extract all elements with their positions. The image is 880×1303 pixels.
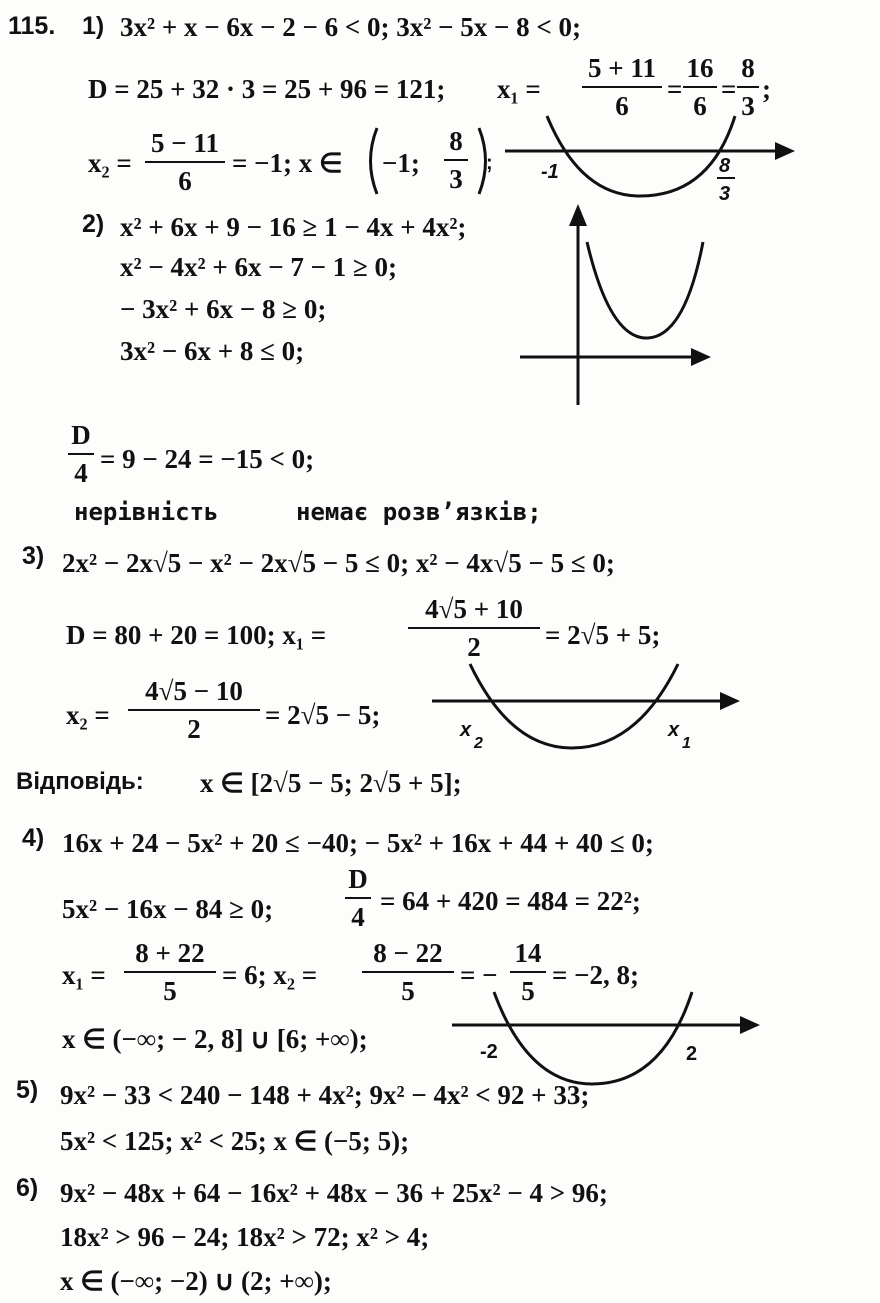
equals-sign: = xyxy=(721,74,737,104)
part-3-x2-label: x₂ = xyxy=(66,700,110,730)
part-2-parabola-graph xyxy=(515,200,725,410)
fraction-numerator: 14 xyxy=(514,938,542,968)
part-3-discriminant: D = 80 + 20 = 100; x₁ = xyxy=(66,620,327,650)
fraction-bar xyxy=(124,971,216,973)
fraction-numerator: 4√5 − 10 xyxy=(145,676,243,706)
part-5-line-1: 9x² − 33 < 240 − 148 + 4x²; 9x² − 4x² < 92 + 33; xyxy=(60,1080,590,1110)
part-3-answer-label: Відповідь: xyxy=(16,768,144,795)
fraction-numerator: D xyxy=(71,420,91,450)
part-4-d-over-4 xyxy=(345,866,371,931)
fraction-denominator: 2 xyxy=(187,714,201,744)
fraction-bar xyxy=(683,86,717,88)
fraction-denominator: 5 xyxy=(521,976,535,1006)
part-6-line-3: x ∈ (−∞; −2) ∪ (2; +∞); xyxy=(60,1266,332,1296)
svg-text:;: ; xyxy=(486,152,493,174)
part-3-answer: x ∈ [2√5 − 5; 2√5 + 5]; xyxy=(200,768,462,798)
fraction-bar xyxy=(444,159,468,161)
part-6-line-2: 18x² > 96 − 24; 18x² > 72; x² > 4; xyxy=(60,1222,430,1252)
fraction-numerator: 5 + 11 xyxy=(588,53,656,83)
graph-label-right-sub: 1 xyxy=(682,735,691,752)
fraction-numerator: 5 − 11 xyxy=(151,128,219,158)
part-2-conclusion-word-1: нерівність xyxy=(74,498,219,526)
graph-label-right-den: 3 xyxy=(719,183,731,205)
fraction-bar xyxy=(510,971,546,973)
fraction-denominator: 6 xyxy=(178,166,192,196)
part-4-x1-value: = 6; x₂ = xyxy=(222,960,318,990)
fraction-numerator: 16 xyxy=(686,53,714,83)
part-1-label: 1) xyxy=(82,12,105,40)
fraction-numerator: D xyxy=(348,864,368,894)
part-4-d-value: = 64 + 420 = 484 = 22²; xyxy=(380,886,641,916)
part-3-label: 3) xyxy=(22,542,45,570)
graph-label-left: -2 xyxy=(480,1041,498,1063)
semicolon: ; xyxy=(762,74,771,104)
part-4-x1-label: x₁ = xyxy=(62,960,106,990)
part-4-x2-value: = −2, 8; xyxy=(552,960,640,990)
part-3-x1-fraction xyxy=(408,596,540,661)
part-1-interval-fraction xyxy=(444,128,468,193)
part-4-x2-fraction xyxy=(362,940,454,1005)
part-1-x2-value: = −1; x ∈ xyxy=(232,148,343,178)
part-4-x2-mid: = − xyxy=(460,960,498,990)
fraction-numerator: 8 xyxy=(449,126,463,156)
part-2-line-4: 3x² − 6x + 8 ≤ 0; xyxy=(120,336,305,366)
fraction-bar xyxy=(362,971,454,973)
fraction-bar xyxy=(582,86,662,88)
graph-label-right: 2 xyxy=(686,1043,698,1065)
part-2-label: 2) xyxy=(82,210,105,238)
part-2-d-over-4 xyxy=(68,422,94,487)
open-paren-left xyxy=(362,125,382,197)
fraction-denominator: 6 xyxy=(693,91,707,121)
fraction-bar xyxy=(145,161,225,163)
part-1-x2-label: x₂ = xyxy=(88,148,132,178)
part-3-parabola-graph xyxy=(432,660,752,770)
graph-label-left: x xyxy=(460,719,472,741)
fraction-bar xyxy=(737,86,759,88)
part-3-x1-value: = 2√5 + 5; xyxy=(545,620,661,650)
fraction-denominator: 5 xyxy=(163,976,177,1006)
fraction-bar xyxy=(408,627,540,629)
part-5-label: 5) xyxy=(16,1076,39,1104)
fraction-denominator: 5 xyxy=(401,976,415,1006)
fraction-numerator: 8 − 22 xyxy=(373,938,443,968)
problem-number: 115. xyxy=(8,12,56,40)
part-1-x1-label: x₁ = xyxy=(497,74,541,104)
fraction-bar xyxy=(128,709,260,711)
part-2-line-3: − 3x² + 6x − 8 ≥ 0; xyxy=(120,294,327,324)
part-3-x2-fraction xyxy=(128,678,260,743)
fraction-numerator: 4√5 + 10 xyxy=(425,594,523,624)
part-1-discriminant: D = 25 + 32 · 3 = 25 + 96 = 121; xyxy=(88,74,446,104)
part-1-x2-fraction xyxy=(145,130,225,195)
fraction-denominator: 4 xyxy=(351,902,365,932)
fraction-numerator: 8 xyxy=(741,53,755,83)
part-6-line-1: 9x² − 48x + 64 − 16x² + 48x − 36 + 25x² − 4 > 96; xyxy=(60,1178,608,1208)
part-3-line-1: 2x² − 2x√5 − x² − 2x√5 − 5 ≤ 0; x² − 4x√5 − 5 ≤ 0; xyxy=(62,548,615,578)
fraction-denominator: 2 xyxy=(467,632,481,662)
part-4-label: 4) xyxy=(22,824,45,852)
fraction-bar xyxy=(345,897,371,899)
part-3-x2-value: = 2√5 − 5; xyxy=(265,700,381,730)
part-2-d-value: = 9 − 24 = −15 < 0; xyxy=(100,444,315,474)
part-4-line-2: 5x² − 16x − 84 ≥ 0; xyxy=(62,894,274,924)
part-5-line-2: 5x² < 125; x² < 25; x ∈ (−5; 5); xyxy=(60,1126,410,1156)
graph-label-left: -1 xyxy=(541,161,559,183)
part-4-answer: x ∈ (−∞; − 2, 8] ∪ [6; +∞); xyxy=(62,1024,368,1054)
fraction-denominator: 4 xyxy=(74,458,88,488)
part-1-interval-left: −1; xyxy=(382,148,420,178)
part-6-label: 6) xyxy=(16,1174,39,1202)
graph-label-right-num: 8 xyxy=(719,155,731,177)
part-4-line-1: 16x + 24 − 5x² + 20 ≤ −40; − 5x² + 16x + 44 + 40 ≤ 0; xyxy=(62,828,654,858)
part-2-conclusion-word-2: немає розв’язків; xyxy=(296,498,542,526)
fraction-numerator: 8 + 22 xyxy=(135,938,205,968)
part-2-line-1: x² + 6x + 9 − 16 ≥ 1 − 4x + 4x²; xyxy=(120,212,467,242)
graph-label-right: x xyxy=(668,719,680,741)
equals-sign: = xyxy=(667,74,683,104)
graph-label-left-sub: 2 xyxy=(474,735,483,752)
fraction-denominator: 6 xyxy=(615,91,629,121)
part-1-line-1: 3x² + x − 6x − 2 − 6 < 0; 3x² − 5x − 8 < 0; xyxy=(120,12,582,42)
fraction-denominator: 3 xyxy=(741,91,755,121)
fraction-denominator: 3 xyxy=(449,164,463,194)
part-4-x1-fraction xyxy=(124,940,216,1005)
open-paren-right xyxy=(474,125,500,197)
part-2-line-2: x² − 4x² + 6x − 7 − 1 ≥ 0; xyxy=(120,252,398,282)
fraction-bar xyxy=(68,453,94,455)
